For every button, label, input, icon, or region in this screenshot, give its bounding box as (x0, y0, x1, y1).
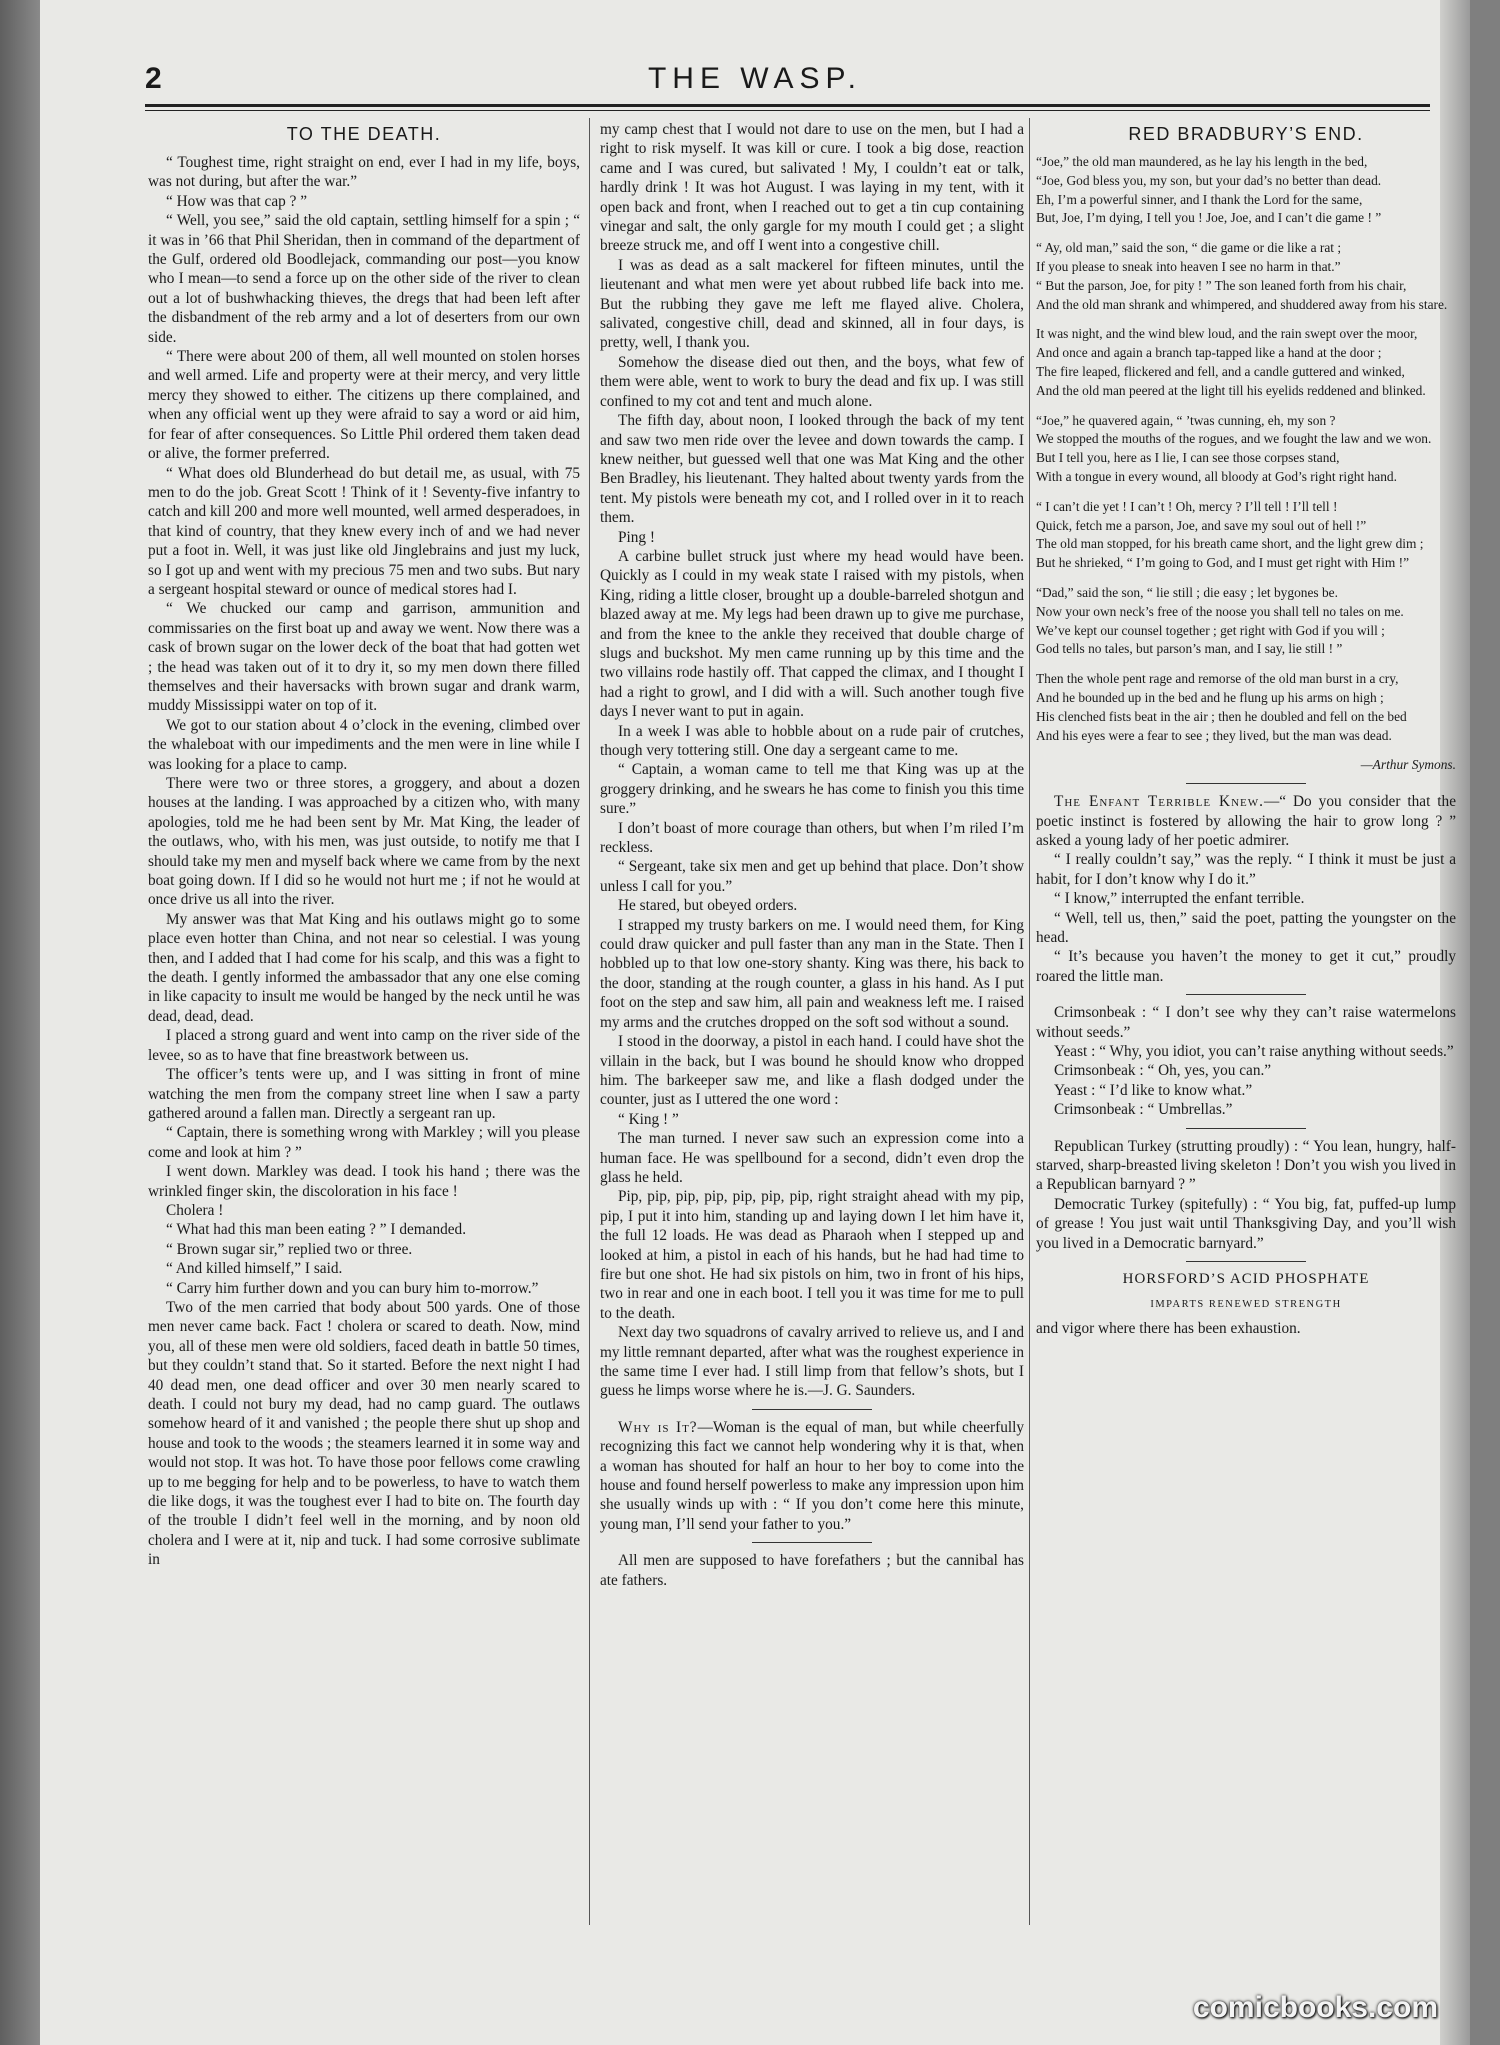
article-body (148, 153, 580, 1570)
separator (1186, 1261, 1306, 1262)
column-1 (148, 120, 580, 1570)
advertisement-title: HORSFORD’S ACID PHOSPHATE (1122, 1271, 1370, 1288)
poem-title: RED BRADBURY’S END. (1128, 124, 1364, 144)
paragraph: The officer’s tents were up, and I was sitting in front of mine watching the men from the company street line when I saw a party gathered around a fallen man. Directly a sergeant ran up. (148, 1066, 580, 1122)
column-divider (1029, 118, 1030, 1925)
advertisement-body: and vigor where there has been exhaustion. (1036, 1319, 1301, 1337)
poem-line: Then the whole pent rage and remorse of the old man burst in a cry, (1036, 671, 1399, 687)
poem-line: “ But the parson, Joe, for pity ! ” The son leaned forth from his chair, (1036, 277, 1407, 293)
paragraph: There were two or three stores, a groggery, and about a dozen houses at the landing. I was approached by a citizen who, with many apologies, told me he had been sent by Mr. Mat King, the leader of the outlaws, who, with his men, was just outside, to notify me that I should take my men and myself back where we came from by the next boat going down. If I did so he would not hurt me ; if not he would at once drive us all into the river. (148, 775, 580, 909)
item-heading: Why is It? (618, 1418, 698, 1436)
paragraph: “ What had this man been eating ? ” I demanded. (166, 1221, 467, 1239)
paragraph: I placed a strong guard and went into camp on the river side of the levee, so as to have that fine breastwork between us. (148, 1027, 580, 1064)
poem-line: With a tongue in every wound, all bloody at God’s right right hand. (1036, 468, 1397, 484)
paragraph: “ Well, tell us, then,” said the poet, patting the youngster on the head. (1036, 909, 1456, 946)
enfant-item (1036, 792, 1456, 850)
item-heading: The Enfant Terrible Knew. (1054, 793, 1264, 811)
paragraph: Crimsonbeak : “ I don’t see why they can’t raise watermelons without seeds.” (1036, 1004, 1456, 1041)
paragraph: My answer was that Mat King and his outlaws might go to some place even hotter than China, and not near so celestial. I was young then, and I added that I had come for his scalp, and this was a fight to the death. I gently informed the ambassador that any one else coming in like capacity to insult me would be hanged by the neck until he was dead, dead, dead. (148, 910, 580, 1025)
paragraph: Next day two squadrons of cavalry arrived to relieve us, and I and my little remnant departed, after what was the roughest experience in the same time I ever had. I still limp from that fellow’s shots, but I guess he limps worse where he is.—J. G. Saunders. (600, 1324, 1024, 1400)
poem-stanza (1036, 239, 1456, 314)
poem-line: And the old man shrank and whimpered, and shuddered away from his stare. (1036, 296, 1448, 312)
poem-line: “Joe, God bless you, my son, but your dad’s no better than dead. (1036, 172, 1382, 188)
poem-stanza (1036, 412, 1456, 487)
paragraph: “ Well, you see,” said the old captain, settling himself for a spin ; “ it was in ’66 that Phil Sheridan, then in command of the department of the Gulf, ordered old Boodlejack, commanding our post—you know who I mean—to send a force up on the other side of the river to clean out a lot of bushwhacking thieves, the dregs that had been left after the disbandment of the reb army and a lot of deserters from our own side. (148, 212, 580, 346)
masthead-title: THE WASP. (647, 62, 863, 95)
column-3 (1036, 120, 1456, 1338)
masthead-rule (145, 104, 1430, 107)
separator (1186, 783, 1306, 784)
poem-line: “Joe,” the old man maundered, as he lay his length in the bed, (1036, 154, 1368, 169)
column-divider (589, 118, 590, 1925)
paragraph: Ping ! (618, 528, 655, 546)
poem-line: “ I can’t die yet ! I can’t ! Oh, mercy ? I’ll tell ! I’ll tell ! (1036, 498, 1338, 514)
paragraph: The fifth day, about noon, I looked through the back of my tent and saw two men ride over the levee and down towards the camp. I knew neither, but guessed well that one was Mat King and the other Ben Bradley, his lieutenant. They halted about twenty yards from the tent. My pistols were beneath my cot, and I rolled over in it to reach them. (600, 412, 1024, 527)
poem-line: Eh, I’m a powerful sinner, and I thank the Lord for the same, (1036, 191, 1363, 207)
advertisement-subtitle: IMPARTS RENEWED STRENGTH (1150, 1299, 1342, 1311)
item-body: —Woman is the equal of man, but while cheerfully recognizing this fact we cannot help wondering why it is that, when a woman has shouted for half an hour to her boy to come into the house and found herself powerless to make any impression upon him she usually winds up with : “ If you don’t come here this minute, young man, I’ll send your father to you.” (600, 1418, 1024, 1533)
paragraph: “ And killed himself,” I said. (166, 1260, 343, 1278)
paragraph: “ Brown sugar sir,” replied two or three. (166, 1240, 413, 1258)
paragraph: “ I know,” interrupted the enfant terrible. (1054, 890, 1305, 908)
poem-line: We stopped the mouths of the rogues, and we fought the law and we won. (1036, 431, 1432, 447)
paragraph: Crimsonbeak : “ Umbrellas.” (1054, 1101, 1233, 1119)
paragraph: Yeast : “ Why, you idiot, you can’t raise anything without seeds.” (1054, 1042, 1454, 1060)
poem-line: His clenched fists beat in the air ; then he doubled and fell on the bed (1036, 708, 1407, 724)
poem-stanza (1036, 584, 1456, 659)
poem-line: And he bounded up in the bed and he flung up his arms on high ; (1036, 689, 1384, 705)
paragraph: In a week I was able to hobble about on a rude pair of crutches, though very tottering still. One day a sergeant came to me. (600, 722, 1024, 759)
poem-stanza (1036, 498, 1456, 573)
paragraph: Democratic Turkey (spitefully) : “ You big, fat, puffed-up lump of grease ! You just wait until Thanksgiving Day, and you’ll wish you lived in a Democratic barnyard.” (1036, 1195, 1456, 1252)
poem-line: But he shrieked, “ I’m going to God, and I must get right with Him !” (1036, 555, 1410, 571)
item-body: —“ Do you consider that the poetic instinct is fostered by allowing the hair to grow long ? ” asked a young lady of her poetic admirer. (1036, 793, 1457, 849)
paragraph: Two of the men carried that body about 500 yards. One of those men never came back. Fact ! cholera or scared to death. Now, mind you, all of these men were old soldiers, faced death in battle 50 times, but they couldn’t stand that. So it started. Before the next night I had 40 dead men, one dead officer and over 30 men nearly scared to death. I could not bury my dead, had no camp guard. The outlaws somehow heard of it and vanished ; the people there shut up shop and house and took to the woods ; the steamers learned it in some way and would not stop. It was hot. To have those poor fellows come crawling up to me begging for help and to be powerless, to have to watch them die like dogs, it was the toughest ever I had to bite on. The fourth day of the trouble I didn’t feel well in the morning, and by noon old cholera and I were at it, nip and tuck. I had some corrosive sublimate in (148, 1298, 580, 1569)
paragraph: The man turned. I never saw such an expression come into a human face. He was spellbound for a second, didn’t even drop the glass he held. (600, 1130, 1024, 1186)
paragraph: my camp chest that I would not dare to use on the men, but I had a right to risk myself. It was kill or cure. I took a big dose, reaction came and I was cured, but salivated ! My, I couldn’t eat or talk, hardly drink ! It was hot August. I was laying in my tent, with it open back and front, when I reached out to get a tin cup containing vinegar and salt, the only gargle for my mouth I could get ; a slight breeze struck me, and off I went into a congestive chill. (600, 121, 1024, 255)
paragraph: “ We chucked our camp and garrison, ammunition and commissaries on the first boat up and away we went. Now there was a cask of brown sugar on the lower deck of the boat that had gotten wet ; the head was taken out of it to dry it, so my men down there filled themselves and their haversacks with brown sugar and drank warm, muddy Mississippi water on top of it. (148, 600, 580, 715)
forefathers-item: All men are supposed to have forefathers ; but the cannibal has ate fathers. (600, 1552, 1024, 1589)
poem-line: Quick, fetch me a parson, Joe, and save my soul out of hell !” (1036, 517, 1367, 533)
poem-stanza (1036, 670, 1456, 745)
paragraph: Crimsonbeak : “ Oh, yes, you can.” (1054, 1062, 1272, 1080)
poem-line: And his eyes were a fear to see ; they lived, but the man was dead. (1036, 727, 1392, 743)
poem (1036, 153, 1456, 745)
paragraph: “ What does old Blunderhead do but detail me, as usual, with 75 men to do the job. Great Scott ! Think of it ! Seventy-five infantry to catch and kill 200 and more well mounted, well armed desperadoes, in that kind of country, that they knew every inch of and we had never put a foot in. Well, it was just like old Jinglebrains and just my luck, so I got up and went with my precious 75 men and two subs. But nary a sergeant hospital steward or ounce of medical stores had I. (148, 464, 581, 598)
poem-signature: —Arthur Symons. (1360, 757, 1456, 773)
paragraph: A carbine bullet struck just where my head would have been. Quickly as I could in my weak state I raised with my pistols, when King, riding a little closer, brought up a double-barreled shotgun and blazed away at me. My legs had been drawn up to give me purchase, and from the knee to the ankle they received that double charge of slugs and buckshot. My men came running up by this time and the two villains rode hastily off. That capped the climax, and I thought I had a right to growl, and I did with a will. Such another tough five days I never want to put in again. (600, 547, 1024, 721)
poem-line: It was night, and the wind blew loud, and the rain swept over the moor, (1036, 326, 1418, 342)
poem-line: “Joe,” he quavered again, “ ’twas cunning, eh, my son ? (1036, 412, 1336, 428)
article-continuation (600, 120, 1024, 1401)
newspaper-page (40, 0, 1470, 2045)
why-is-it-item (600, 1418, 1024, 1534)
poem-line: If you please to sneak into heaven I see no harm in that.” (1036, 258, 1341, 274)
page-number: 2 (145, 62, 162, 95)
paragraph: “ Captain, there is something wrong with Markley ; will you please come and look at him ? ” (148, 1124, 580, 1161)
masthead-rule-thin (145, 110, 1430, 111)
poem-stanza (1036, 153, 1456, 228)
poem-line: But, Joe, I’m dying, I tell you ! Joe, Joe, and I can’t die game ! ” (1036, 210, 1382, 226)
poem-line: “Dad,” said the son, “ lie still ; die easy ; let bygones be. (1036, 584, 1338, 600)
paragraph: “ King ! ” (618, 1110, 679, 1128)
poem-line: And once and again a branch tap-tapped like a hand at the door ; (1036, 345, 1382, 361)
column-2 (600, 120, 1024, 1590)
paragraph: “ Captain, a woman came to tell me that King was up at the groggery drinking, and he swears he has come to finish you this time sure.” (600, 761, 1024, 818)
separator (1186, 994, 1306, 995)
paragraph: I was as dead as a salt mackerel for fifteen minutes, until the lieutenant and what men were yet about rubbed life back into me. But the rubbing they gave me left me flayed alive. Cholera, salivated, congestive chill, dead and skinned, all in four days, is pretty, well, I thank you. (600, 256, 1024, 352)
separator (752, 1409, 872, 1410)
paragraph: “ How was that cap ? ” (166, 192, 308, 210)
separator (752, 1542, 872, 1543)
paragraph: “ Toughest time, right straight on end, ever I had in my life, boys, was not during, but after the war.” (148, 154, 580, 191)
paragraph: Pip, pip, pip, pip, pip, pip, pip, right straight ahead with my pip, pip, I put it into him, standing up and laying down I let him have it, the full 12 loads. He was dead as Pharaoh when I stepped up and looked at him, a pistol in each of his hands, but he had had time to fire but one shot. He had six pistols on him, two in front of his hips, two in rear and one in each boot. I tell you it was time for me to pull to the death. (600, 1188, 1024, 1322)
poem-line: Now your own neck’s free of the noose you shall tell no tales on me. (1036, 603, 1404, 619)
poem-line: But I tell you, here as I lie, I can see those corpses stand, (1036, 450, 1340, 466)
paragraph: I stood in the doorway, a pistol in each hand. I could have shot the villain in the back, but I was bound he should know who dropped him. The barkeeper saw me, and like a flash dodged under the counter, just as I uttered the one word : (600, 1033, 1024, 1109)
paragraph: “ There were about 200 of them, all well mounted on stolen horses and well armed. Life and property were at their mercy, and very little mercy they showed to either. The citizens up there complained, and when any official went up they were afraid to say a word or aid him, for fear of after consequences. So Little Phil ordered them taken dead or alive, the former preferred. (148, 348, 580, 463)
paragraph: Somehow the disease died out then, and the boys, what few of them were able, went to work to bury the dead and fix up. I was still confined to my cot and tent and much alone. (600, 353, 1024, 410)
paragraph: I strapped my trusty barkers on me. I would need them, for King could draw quicker and pull faster than any man in the State. Then I hobbled up to that low one-story shanty. King was there, his back to the door, standing at the rough counter, a glass in his hand. As I put foot on the step and saw him, all pain and weakness left me. I raised my arms and the crutches dropped on the soft sod without a sound. (600, 916, 1024, 1031)
separator (1186, 1128, 1306, 1129)
paragraph: “ Carry him further down and you can bury him to-morrow.” (166, 1279, 539, 1297)
poem-stanza (1036, 325, 1456, 400)
article-title: TO THE DEATH. (286, 124, 442, 144)
poem-line: The old man stopped, for his breath came short, and the light grew dim ; (1036, 536, 1424, 552)
poem-line: God tells no tales, but parson’s man, and I say, lie still ! ” (1036, 641, 1343, 657)
paragraph: He stared, but obeyed orders. (618, 897, 798, 915)
paragraph: Republican Turkey (strutting proudly) : “ You lean, hungry, half-starved, sharp-breasted living skeleton ! Don’t you wish you lived in a Republican barnyard ? ” (1036, 1137, 1456, 1194)
poem-line: We’ve kept our counsel together ; get right with God if you will ; (1036, 622, 1385, 638)
paragraph: “ I really couldn’t say,” was the reply. “ I think it must be just a habit, for I don’t know why I do it.” (1036, 851, 1456, 888)
watermark-logo: comicbooks.com (1192, 1991, 1438, 2024)
paragraph: I don’t boast of more courage than others, but when I’m riled I’m reckless. (600, 819, 1024, 857)
paragraph: “ Sergeant, take six men and get up behind that place. Don’t show unless I call for you.” (600, 858, 1024, 895)
paragraph: I went down. Markley was dead. I took his hand ; there was the wrinkled finger skin, the discoloration in his face ! (148, 1163, 580, 1200)
paragraph: Cholera ! (166, 1201, 224, 1219)
binding-spine (0, 0, 40, 2045)
paragraph: We got to our station about 4 o’clock in the evening, climbed over the whaleboat with our impediments and the men were in line while I was looking for a place to camp. (148, 716, 580, 773)
poem-line: “ Ay, old man,” said the son, “ die game or die like a rat ; (1036, 240, 1342, 256)
paragraph: “ It’s because you haven’t the money to get it cut,” proudly roared the little man. (1036, 948, 1456, 985)
paragraph: Yeast : “ I’d like to know what.” (1054, 1081, 1253, 1099)
poem-line: The fire leaped, flickered and fell, and a candle guttered and winked, (1036, 363, 1405, 379)
poem-line: And the old man peered at the light till his eyelids reddened and blinked. (1036, 382, 1426, 398)
